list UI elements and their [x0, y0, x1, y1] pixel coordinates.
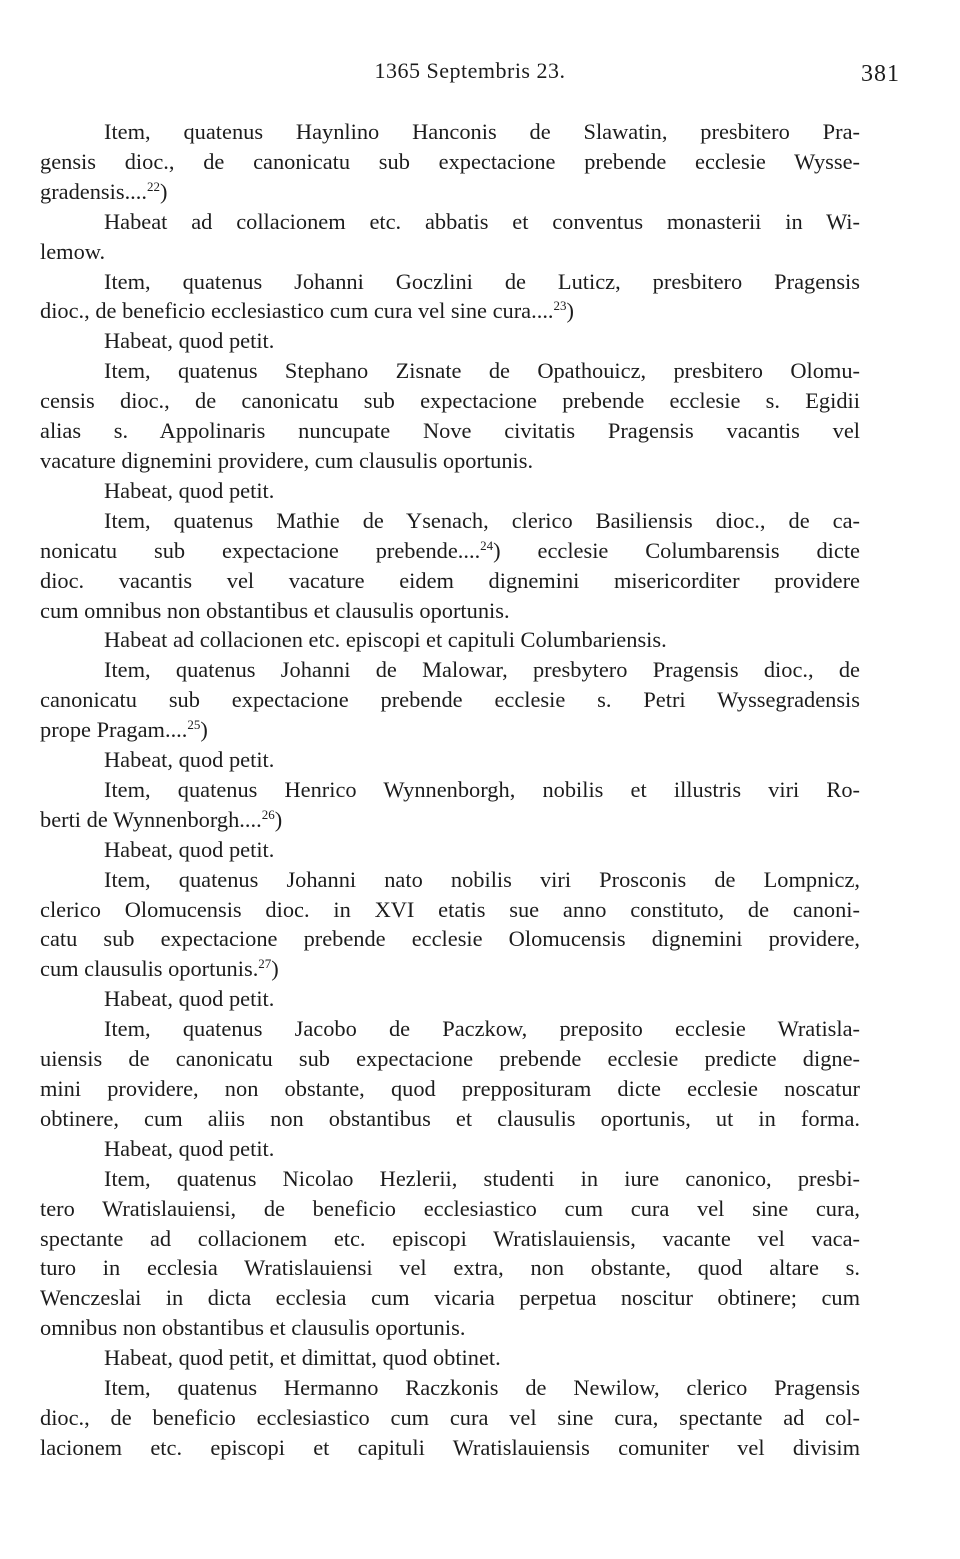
text-line	[40, 416, 860, 446]
text-line-content: Habeat, quod petit.	[104, 986, 275, 1012]
text-line-content: Habeat ad collacionen etc. episcopi et capituli Columbariensis.	[104, 627, 667, 653]
text-line-content: catu sub expectacione prebende ecclesie Olomucensis dignemini providere,	[40, 926, 860, 952]
text-line-content: Habeat, quod petit.	[104, 1135, 275, 1161]
text-line	[40, 775, 860, 805]
text-line	[40, 476, 860, 506]
text-line-content: spectante ad collacionem etc. episcopi Wratislauiensis, vacante vel vaca-	[40, 1225, 860, 1251]
text-line	[40, 147, 860, 177]
text-line-content: Habeat, quod petit.	[104, 836, 275, 862]
footnote-marker: 25	[187, 717, 201, 733]
text-line-content: tero Wratislauiensi, de beneficio ecclesiastico cum cura vel sine cura,	[40, 1195, 860, 1221]
text-line	[40, 1283, 860, 1313]
text-line	[40, 596, 860, 626]
text-line-content: vacature dignemini providere, cum clausulis oportunis.	[40, 447, 534, 473]
text-line	[40, 625, 860, 655]
text-line-content: Item, quatenus Jacobo de Paczkow, preposito ecclesie Wratisla-	[104, 1016, 860, 1042]
text-line	[40, 356, 860, 386]
text-line	[40, 1164, 860, 1194]
text-line-content: Wenczeslai in dicta ecclesia cum vicaria perpetua noscitur obtinere; cum	[40, 1285, 860, 1311]
page-number: 381	[861, 61, 900, 87]
text-line-content: gensis dioc., de canonicatu sub expectacione prebende ecclesie Wysse-	[40, 148, 860, 174]
text-line-content: Item, quatenus Johanni de Malowar, presbytero Pragensis dioc., de	[104, 657, 860, 683]
text-line-content: clerico Olomucensis dioc. in XVI etatis sue anno constituto, de canoni-	[40, 896, 860, 922]
text-line-content: Habeat ad collacionem etc. abbatis et conventus monasterii in Wi-	[104, 208, 860, 234]
text-line	[40, 865, 860, 895]
text-line	[40, 566, 860, 596]
text-line	[40, 1224, 860, 1254]
text-line	[40, 895, 860, 925]
text-line	[40, 1134, 860, 1164]
text-line-content: Item, quatenus Haynlino Hanconis de Slawatin, presbitero Pra-	[104, 119, 860, 144]
text-line-content: Habeat, quod petit, et dimittat, quod obtinet.	[104, 1345, 501, 1371]
text-line	[40, 715, 860, 745]
text-line	[40, 685, 860, 715]
text-line	[40, 1313, 860, 1343]
text-line	[40, 506, 860, 536]
text-line-content: prope Pragam....	[40, 717, 188, 743]
text-line-content: uiensis de canonicatu sub expectacione prebende ecclesie predicte digne-	[40, 1046, 860, 1072]
text-line	[40, 326, 860, 356]
text-line	[40, 984, 860, 1014]
text-line	[40, 1373, 860, 1403]
text-line	[40, 924, 860, 954]
text-line-content: Habeat, quod petit.	[104, 477, 275, 503]
text-line	[40, 655, 860, 685]
text-line	[40, 296, 860, 326]
text-line-content: berti de Wynnenborgh....	[40, 806, 262, 832]
text-line	[40, 835, 860, 865]
text-line	[40, 1433, 860, 1463]
text-line-content: nonicatu sub expectacione prebende....	[40, 537, 481, 563]
text-line-content: turo in ecclesia Wratislauiensi vel extra, non obstante, quod altare s.	[40, 1255, 860, 1281]
body-text	[40, 117, 860, 1463]
text-line	[40, 446, 860, 476]
text-line-content: Item, quatenus Johanni Goczlini de Luticz, presbitero Pragensis	[104, 268, 860, 294]
footnote-marker: 26	[261, 806, 275, 822]
text-line-content: cum omnibus non obstantibus et clausulis oportunis.	[40, 597, 510, 623]
text-line	[40, 237, 860, 267]
text-line-content: canonicatu sub expectacione prebende ecclesie s. Petri Wyssegradensis	[40, 687, 860, 713]
text-line	[40, 267, 860, 297]
text-line	[40, 1403, 860, 1433]
text-line-content: Item, quatenus Stephano Zisnate de Opathouicz, presbitero Olomu-	[104, 358, 860, 384]
text-line-tail: ) ecclesie Columbarensis dicte	[493, 537, 860, 563]
text-line-content: dioc., de beneficio ecclesiastico cum cura vel sine cura....	[40, 298, 554, 324]
text-line-content: obtinere, cum aliis non obstantibus et clausulis oportunis, ut in forma.	[40, 1105, 860, 1131]
running-head-date: 1365 Septembris 23.	[374, 58, 566, 83]
text-line-content: Item, quatenus Mathie de Ysenach, clerico Basiliensis dioc., de ca-	[104, 507, 860, 533]
footnote-marker: 23	[553, 298, 567, 314]
running-head	[40, 58, 900, 88]
text-line-content: Habeat, quod petit.	[104, 747, 275, 773]
footnote-marker: 24	[480, 537, 494, 553]
text-line	[40, 177, 860, 207]
text-line-content: Item, quatenus Nicolao Hezlerii, studenti in iure canonico, presbi-	[104, 1165, 860, 1191]
text-line-tail: )	[200, 717, 208, 743]
text-line	[40, 207, 860, 237]
text-line-content: Item, quatenus Johanni nato nobilis viri Prosconis de Lompnicz,	[104, 866, 860, 892]
text-line-content: censis dioc., de canonicatu sub expectacione prebende ecclesie s. Egidii	[40, 388, 860, 414]
text-line-content: omnibus non obstantibus et clausulis oportunis.	[40, 1315, 466, 1341]
text-line-content: alias s. Appolinaris nuncupate Nove civitatis Pragensis vacantis vel	[40, 418, 860, 444]
text-line	[40, 745, 860, 775]
text-line-tail: )	[159, 178, 168, 204]
footnote-marker: 22	[146, 178, 160, 194]
text-line-content: Item, quatenus Hermanno Raczkonis de Newilow, clerico Pragensis	[104, 1375, 860, 1401]
text-line	[40, 117, 860, 147]
text-line	[40, 805, 860, 835]
text-line	[40, 1074, 860, 1104]
text-line-tail: )	[271, 956, 279, 982]
footnote-marker: 27	[258, 956, 272, 972]
text-line	[40, 1104, 860, 1134]
text-line-tail: )	[566, 298, 574, 324]
text-line-content: cum clausulis oportunis.	[40, 956, 259, 982]
text-line	[40, 1343, 860, 1373]
text-line-content: gradensis....	[40, 178, 147, 204]
text-line-content: lemow.	[40, 238, 106, 264]
text-line	[40, 1044, 860, 1074]
text-line-content: mini providere, non obstante, quod prepposituram dicte ecclesie noscatur	[40, 1076, 860, 1101]
text-line	[40, 954, 860, 984]
text-line-content: dioc. vacantis vel vacature eidem dignemini misericorditer providere	[40, 567, 860, 593]
text-line-content: dioc., de beneficio ecclesiastico cum cura vel sine cura, spectante ad col-	[40, 1404, 860, 1430]
text-line	[40, 386, 860, 416]
text-line	[40, 1194, 860, 1224]
text-line	[40, 1014, 860, 1044]
text-line	[40, 536, 860, 566]
text-line-content: Habeat, quod petit.	[104, 328, 275, 354]
text-line-content: Item, quatenus Henrico Wynnenborgh, nobilis et illustris viri Ro-	[104, 776, 860, 802]
text-line-tail: )	[274, 806, 283, 832]
text-line-content: lacionem etc. episcopi et capituli Wratislauiensis comuniter vel divisim	[40, 1434, 860, 1460]
text-line	[40, 1253, 860, 1283]
